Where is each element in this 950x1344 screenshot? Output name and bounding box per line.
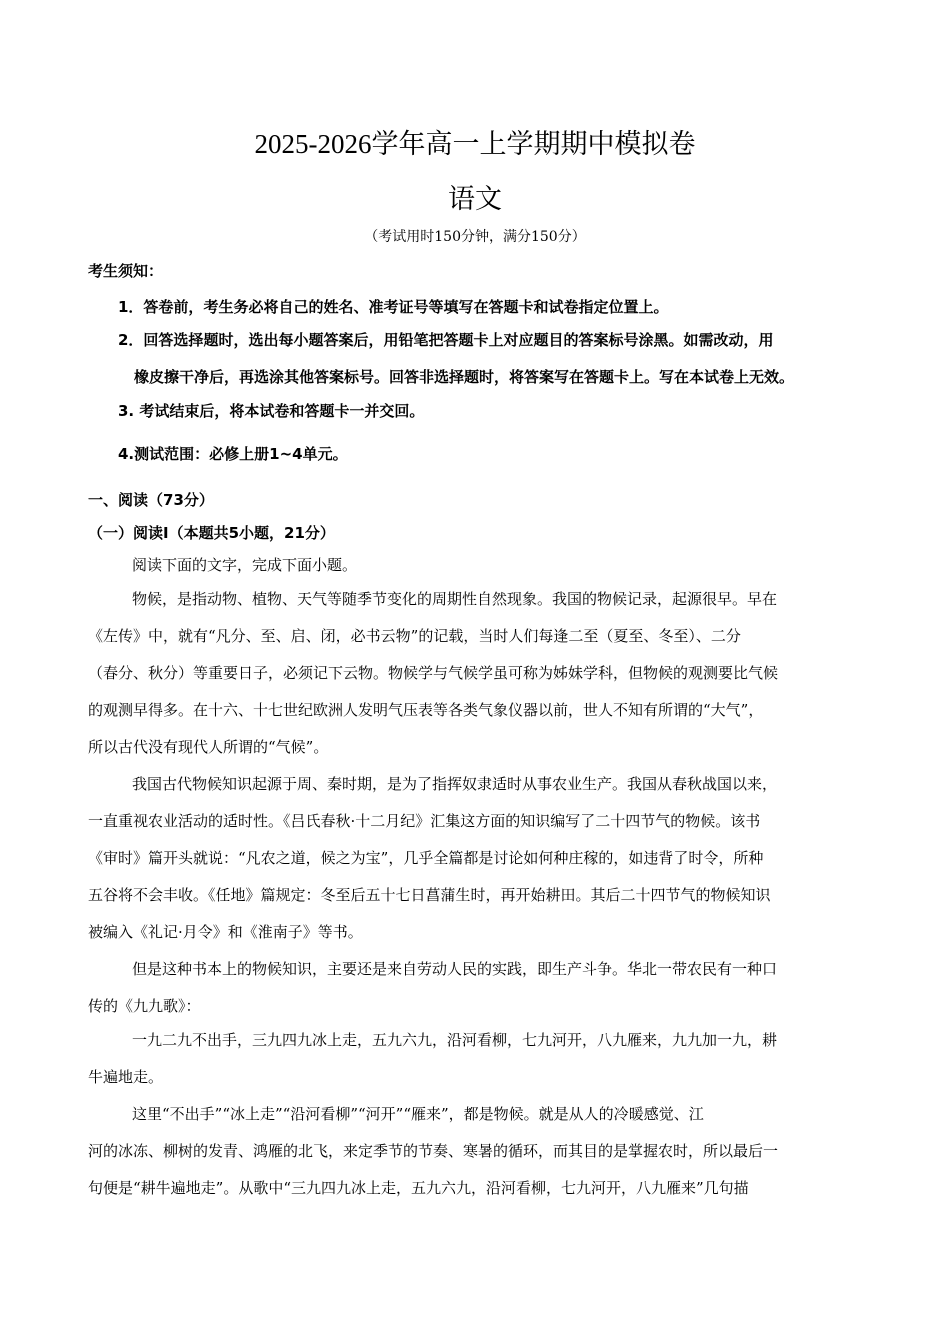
passage-line: 传的《九九歌》： [88, 997, 201, 1015]
subject-title: 语文 [448, 184, 502, 215]
notice-item: 1．答卷前，考生务必将自己的姓名、准考证号等填写在答题卡和试卷指定位置上。 [118, 298, 669, 316]
subsection-heading: （一）阅读Ⅰ（本题共5小题，21分） [88, 524, 335, 542]
passage-line: 句便是“耕牛遍地走”。从歌中“三九四九冰上走，五九六九，沿河看柳，七九河开，八九雁来”几句描 [88, 1179, 749, 1197]
passage-line: 的观测早得多。在十六、十七世纪欧洲人发明气压表等各类气象仪器以前，世人不知有所谓的“大气”， [88, 701, 764, 719]
instruction-line: 阅读下面的文字，完成下面小题。 [132, 556, 358, 574]
passage-line: （春分、秋分）等重要日子，必须记下云物。物候学与气候学虽可称为姊妹学科，但物候的观测要比气候 [88, 664, 779, 682]
section-heading: 一、阅读（73分） [88, 491, 214, 509]
passage-line: 但是这种书本上的物候知识，主要还是来自劳动人民的实践，即生产斗争。华北一带农民有一种口 [132, 960, 778, 978]
exam-info: （考试用时150分钟，满分150分） [364, 229, 586, 245]
passage-line: 一九二九不出手，三九四九冰上走，五九六九，沿河看柳，七九河开，八九雁来，九九加一九，耕 [132, 1031, 778, 1049]
passage-line: 《审时》篇开头就说：“凡农之道，候之为宝”，几乎全篇都是讨论如何种庄稼的，如违背了时令，所种 [88, 849, 764, 867]
passage-line: 河的冰冻、柳树的发青、鸿雁的北飞，来定季节的节奏、寒暑的循环，而其目的是掌握农时，所以最后一 [88, 1142, 779, 1160]
passage-line: 我国古代物候知识起源于周、秦时期，是为了指挥奴隶适时从事农业生产。我国从春秋战国以来， [132, 775, 778, 793]
notice-item: 4.测试范围：必修上册1~4单元。 [118, 445, 348, 463]
passage-line: 牛遍地走。 [88, 1068, 164, 1086]
passage-line: 这里“不出手”“冰上走”“沿河看柳”“河开”“雁来”，都是物候。就是从人的冷暖感觉、江 [132, 1105, 704, 1123]
passage-line: 物候，是指动物、植物、天气等随季节变化的周期性自然现象。我国的物候记录，起源很早。早在 [132, 590, 778, 608]
passage-line: 一直重视农业活动的适时性。《吕氏春秋·十二月纪》汇集这方面的知识编写了二十四节气的物候。该书 [88, 812, 761, 830]
passage-line: 所以古代没有现代人所谓的“气候”。 [88, 738, 329, 756]
notice-item: 3. 考试结束后，将本试卷和答题卡一并交回。 [118, 402, 425, 420]
passage-line: 《左传》中，就有“凡分、至、启、闭，必书云物”的记载，当时人们每逢二至（夏至、冬至）、二分 [88, 627, 741, 645]
passage-line: 被编入《礼记·月令》和《淮南子》等书。 [88, 923, 363, 941]
passage-line: 五谷将不会丰收。《任地》篇规定：冬至后五十七日菖蒲生时，再开始耕田。其后二十四节气的物候知识 [88, 886, 771, 904]
notice-item: 2．回答选择题时，选出每小题答案后，用铅笔把答题卡上对应题目的答案标号涂黑。如需改动，用 [118, 331, 774, 349]
notice-item-continued: 橡皮擦干净后，再选涂其他答案标号。回答非选择题时，将答案写在答题卡上。写在本试卷上无效。 [134, 368, 795, 386]
notice-heading: 考生须知： [88, 262, 164, 280]
exam-title: 2025-2026学年高一上学期期中模拟卷 [254, 129, 696, 159]
